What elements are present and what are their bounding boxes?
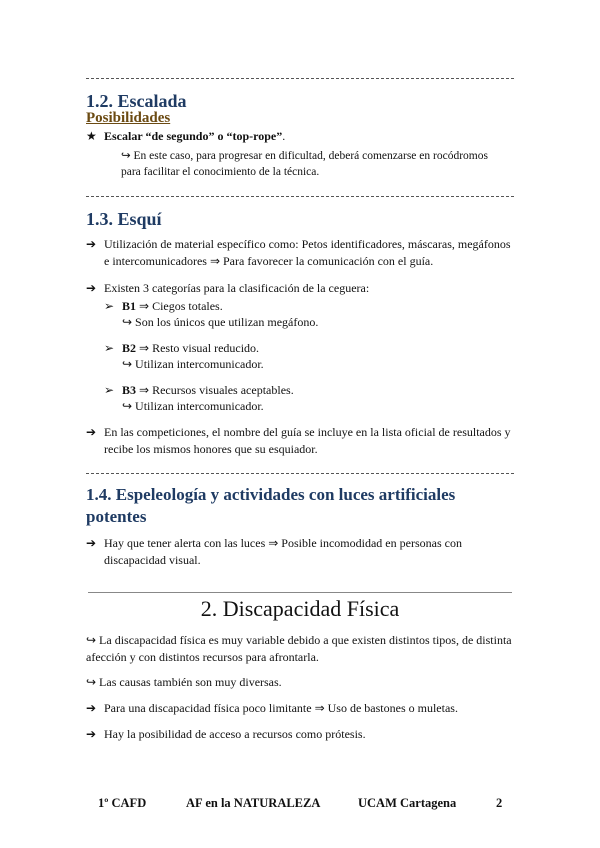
page-number: 2 (496, 796, 503, 810)
category-b1-note: ↪ Son los únicos que utilizan megáfono. (122, 315, 319, 329)
arrow-bullet-icon: ➔ (86, 536, 97, 550)
section-divider (86, 196, 514, 197)
category-b1: B1 ⇒ Ciegos totales. (122, 299, 223, 313)
paragraph-fisica: ↪ La discapacidad física es muy variable debido a que existen distintos tipos, de distinta (86, 633, 512, 647)
category-b2: B2 ⇒ Resto visual reducido. (122, 341, 260, 355)
arrow-bullet-icon: ➔ (86, 281, 97, 295)
footer-course: 1º CAFD (98, 796, 147, 810)
list-item-competiciones-line2: recibe los mismos honores que su esquiador. (104, 442, 318, 456)
list-item-escalar: Escalar “de segundo” o “top-rope”. (104, 129, 286, 143)
footer-subject: AF en la NATURALEZA (186, 796, 321, 810)
list-item-competiciones: En las competiciones, el nombre del guía se incluye en la lista oficial de resultados y (104, 425, 511, 439)
chapter-title: 2. Discapacidad Física (200, 596, 400, 621)
list-item-protesis: Hay la posibilidad de acceso a recursos como prótesis. (104, 727, 366, 741)
sub-bullet-icon: ➢ (104, 299, 115, 313)
chapter-rule (88, 592, 512, 593)
list-item-bastones: Para una discapacidad física poco limitante ⇒ Uso de bastones o muletas. (104, 701, 458, 715)
section-divider (86, 78, 514, 79)
section-divider (86, 473, 514, 474)
sub-bullet-icon: ➢ (104, 383, 115, 397)
list-item-luces-line2: discapacidad visual. (104, 553, 201, 567)
arrow-bullet-icon: ➔ (86, 237, 97, 251)
heading-escalada: 1.2. Escalada (86, 91, 187, 111)
category-b2-note: ↪ Utilizan intercomunicador. (122, 357, 264, 371)
paragraph-causas: ↪ Las causas también son muy diversas. (86, 675, 282, 689)
sub-bullet-icon: ➢ (104, 341, 115, 355)
category-b3-note: ↪ Utilizan intercomunicador. (122, 399, 264, 413)
arrow-bullet-icon: ➔ (86, 425, 97, 439)
list-item-luces: Hay que tener alerta con las luces ⇒ Posible incomodidad en personas con (104, 536, 462, 550)
arrow-bullet-icon: ➔ (86, 701, 97, 715)
note-escalada: ↪ En este caso, para progresar en dificultad, deberá comenzarse en rocódromos (121, 150, 488, 162)
arrow-bullet-icon: ➔ (86, 727, 97, 741)
paragraph-fisica-line2: afección y con distintos recursos para afrontarla. (86, 650, 319, 664)
footer-school: UCAM Cartagena (358, 796, 457, 810)
heading-espeleologia: 1.4. Espeleología y actividades con luces artificiales potentes (86, 485, 456, 526)
list-item-material-line2: e intercomunicadores ⇒ Para favorecer la comunicación con el guía. (104, 254, 434, 268)
category-b3: B3 ⇒ Recursos visuales aceptables. (122, 383, 294, 397)
star-bullet-icon: ★ (86, 129, 97, 143)
return-arrow-icon: ↪ (121, 150, 131, 162)
item-bold-text: Escalar “de segundo” o “top-rope” (104, 129, 283, 143)
list-item-categorias: Existen 3 categorías para la clasificación de la ceguera: (104, 281, 370, 295)
heading-esqui: 1.3. Esquí (86, 209, 162, 229)
list-item-material: Utilización de material específico como: Petos identificadores, máscaras, megáfonos (104, 237, 511, 251)
subheading-posibilidades: Posibilidades (86, 110, 171, 126)
note-escalada-line2: para facilitar el conocimiento de la técnica. (121, 166, 320, 178)
